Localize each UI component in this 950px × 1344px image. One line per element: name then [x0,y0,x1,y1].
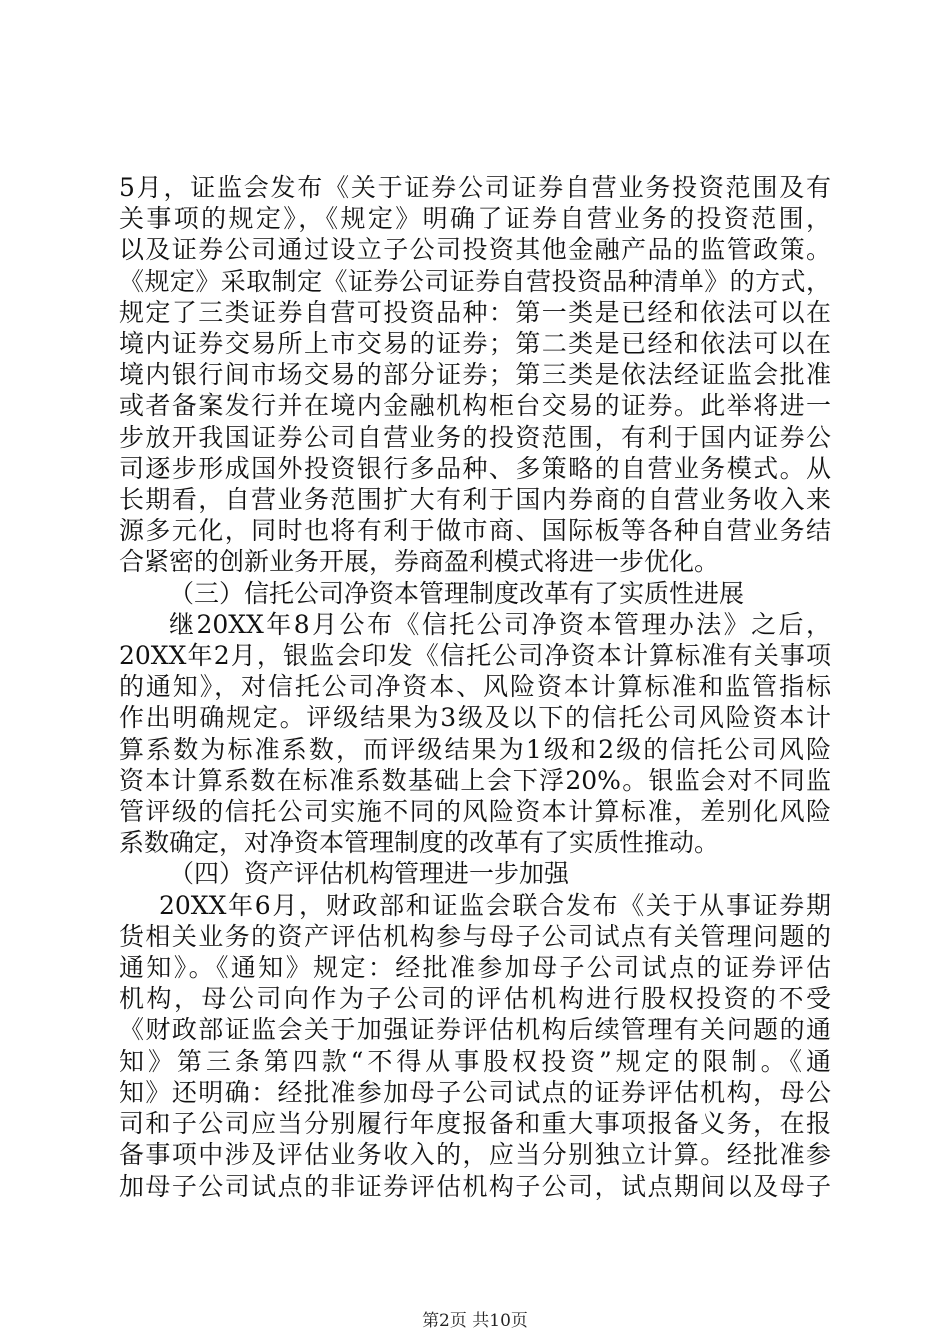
text-line: 知》还明确：经批准参加母子公司试点的证券评估机构，母公 [119,1077,831,1107]
body-text [119,172,831,1202]
text-line: 以及证券公司通过设立子公司投资其他金融产品的监管政策。 [119,235,831,265]
text-line: 步放开我国证券公司自营业务的投资范围，有利于国内证券公 [119,422,831,452]
text-line: 知》第三条第四款“不得从事股权投资”规定的限制。《通 [119,1046,831,1076]
text-line: 境内证券交易所上市交易的证券；第二类是已经和依法可以在 [119,329,831,359]
text-line: 《规定》采取制定《证券公司证券自营投资品种清单》的方式， [119,266,831,296]
text-line: 司和子公司应当分别履行年度报备和重大事项报备义务，在报 [119,1109,831,1139]
text-line: 源多元化，同时也将有利于做市商、国际板等各种自营业务结 [119,516,831,546]
text-line: 20XX年2月，银监会印发《信托公司净资本计算标准有关事项 [119,641,831,671]
text-line: 机构，母公司向作为子公司的评估机构进行股权投资的不受 [119,984,831,1014]
page-number-label: 第2页 共10页 [422,1311,528,1331]
text-line: 合紧密的创新业务开展，券商盈利模式将进一步优化。 [119,547,720,577]
text-line: 长期看，自营业务范围扩大有利于国内券商的自营业务收入来 [119,485,831,515]
section-heading: （四）资产评估机构管理进一步加强 [169,859,570,889]
text-line: 资本计算系数在标准系数基础上会下浮20%。银监会对不同监 [119,765,831,795]
text-line: 继20XX年8月公布《信托公司净资本管理办法》之后， [169,609,831,639]
text-line: 加母子公司试点的非证券评估机构子公司，试点期间以及母子 [119,1171,831,1201]
section-heading: （三）信托公司净资本管理制度改革有了实质性进展 [169,578,745,608]
text-line: 《财政部证监会关于加强证券评估机构后续管理有关问题的通 [119,1015,831,1045]
text-line: 算系数为标准系数，而评级结果为1级和2级的信托公司风险 [119,734,831,764]
text-line: 关事项的规定》，《规定》明确了证券自营业务的投资范围， [119,204,831,234]
text-line: 境内银行间市场交易的部分证券；第三类是依法经证监会批准 [119,360,831,390]
text-line: 货相关业务的资产评估机构参与母子公司试点有关管理问题的 [119,921,831,951]
text-line: 管评级的信托公司实施不同的风险资本计算标准，差别化风险 [119,797,831,827]
text-line: 系数确定，对净资本管理制度的改革有了实质性推动。 [119,828,720,858]
text-line: 通知》。《通知》规定：经批准参加母子公司试点的证券评估 [119,953,831,983]
text-line: 备事项中涉及评估业务收入的，应当分别独立计算。经批准参 [119,1140,831,1170]
text-line: 作出明确规定。评级结果为3级及以下的信托公司风险资本计 [119,703,831,733]
text-line: 规定了三类证券自营可投资品种：第一类是已经和依法可以在 [119,297,831,327]
text-line: 的通知》，对信托公司净资本、风险资本计算标准和监管指标 [119,672,831,702]
text-line: 或者备案发行并在境内金融机构柜台交易的证券。此举将进一 [119,391,831,421]
text-line: 5月，证监会发布《关于证券公司证券自营业务投资范围及有 [119,173,831,202]
text-line: 20XX年6月，财政部和证监会联合发布《关于从事证券期 [159,890,831,920]
text-line: 司逐步形成国外投资银行多品种、多策略的自营业务模式。从 [119,453,831,483]
page-footer [0,1306,950,1331]
